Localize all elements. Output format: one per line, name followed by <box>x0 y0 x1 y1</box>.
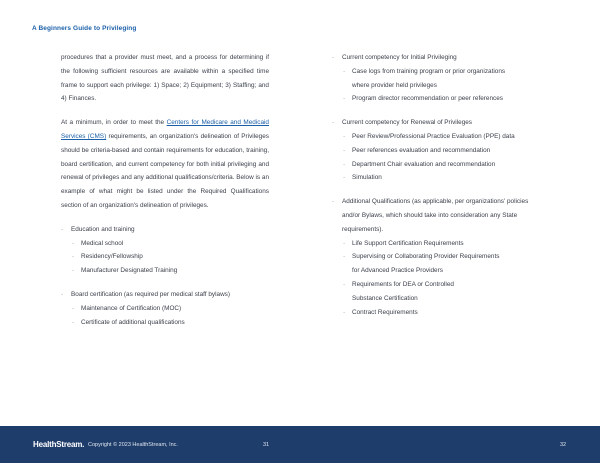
list-item: · Supervising or Collaborating Provider Requirements <box>332 250 544 264</box>
list-item-continuation: for Advanced Practice Providers <box>352 267 443 275</box>
list-item: · Board certification (as required per medical staff bylaws) <box>61 288 269 302</box>
list-item: · Peer Review/Professional Practice Evaluation (PPE) data <box>332 130 544 144</box>
copyright-text: Copyright © 2023 HealthStream, Inc. <box>88 441 178 448</box>
right-column <box>332 51 544 319</box>
education-list <box>61 223 269 278</box>
list-item: · Medical school <box>61 237 269 251</box>
cms-link[interactable]: Centers for Medicare and Medicaid Services (CMS) <box>61 119 269 140</box>
list-item: · Requirements for DEA or Controlled <box>332 278 544 292</box>
list-item: · Life Support Certification Requirements <box>332 237 544 251</box>
list-item: · Certificate of additional qualifications <box>61 316 269 330</box>
page-number-left: 31 <box>263 441 270 448</box>
initial-competency-list <box>332 51 544 106</box>
list-item-continuation: Substance Certification <box>352 294 418 302</box>
list-item: · Simulation <box>332 171 544 185</box>
list-item: · Case logs from training program or prior organizations <box>332 65 544 79</box>
renewal-competency-list <box>332 116 544 185</box>
list-item: · Department Chair evaluation and recommendation <box>332 158 544 172</box>
list-item: · Education and training <box>61 223 269 237</box>
list-item: · Current competency for Renewal of Privileges <box>332 116 544 130</box>
board-certification-list <box>61 288 269 329</box>
guide-title: A Beginners Guide to Privileging <box>32 25 137 32</box>
cms-paragraph: At a minimum, in order to meet the Centers for Medicare and Medicaid Services (CMS) requirements, an organization's delineation of Privileges should be criteria-based and contain requirements for education, training, board certification, and current competency for both initial privileging and renewal of privileges and any additional qualifications/criteria. Below is an example of what might be listed under the Required Qualifications section of an organization's delineation of privileges. <box>61 119 269 209</box>
left-column <box>61 51 269 329</box>
additional-qualifications-list <box>332 195 544 319</box>
healthstream-logo: HealthStream. <box>33 440 85 449</box>
list-item: · Maintenance of Certification (MOC) <box>61 302 269 316</box>
list-item: · Manufacturer Designated Training <box>61 264 269 278</box>
list-item: · Residency/Fellowship <box>61 250 269 264</box>
page-number-right: 32 <box>560 441 567 448</box>
list-item: · Additional Qualifications (as applicable, per organizations' policies and/or Bylaws, which should take into consideration any State requirements). <box>332 195 544 236</box>
list-item: · Contract Requirements <box>332 306 544 320</box>
list-item: · Current competency for Initial Privileging <box>332 51 544 65</box>
list-item-continuation: where provider held privileges <box>352 81 437 89</box>
list-item: · Program director recommendation or peer references <box>332 92 544 106</box>
list-item: · Peer references evaluation and recommendation <box>332 144 544 158</box>
footer-bar <box>0 426 600 463</box>
intro-paragraph: procedures that a provider must meet, and a process for determining if the following sufficient resources are available within a specified time frame to support each privilege: 1) Space; 2) Equipment; 3) Staffing; and 4) Finances. <box>61 54 269 103</box>
